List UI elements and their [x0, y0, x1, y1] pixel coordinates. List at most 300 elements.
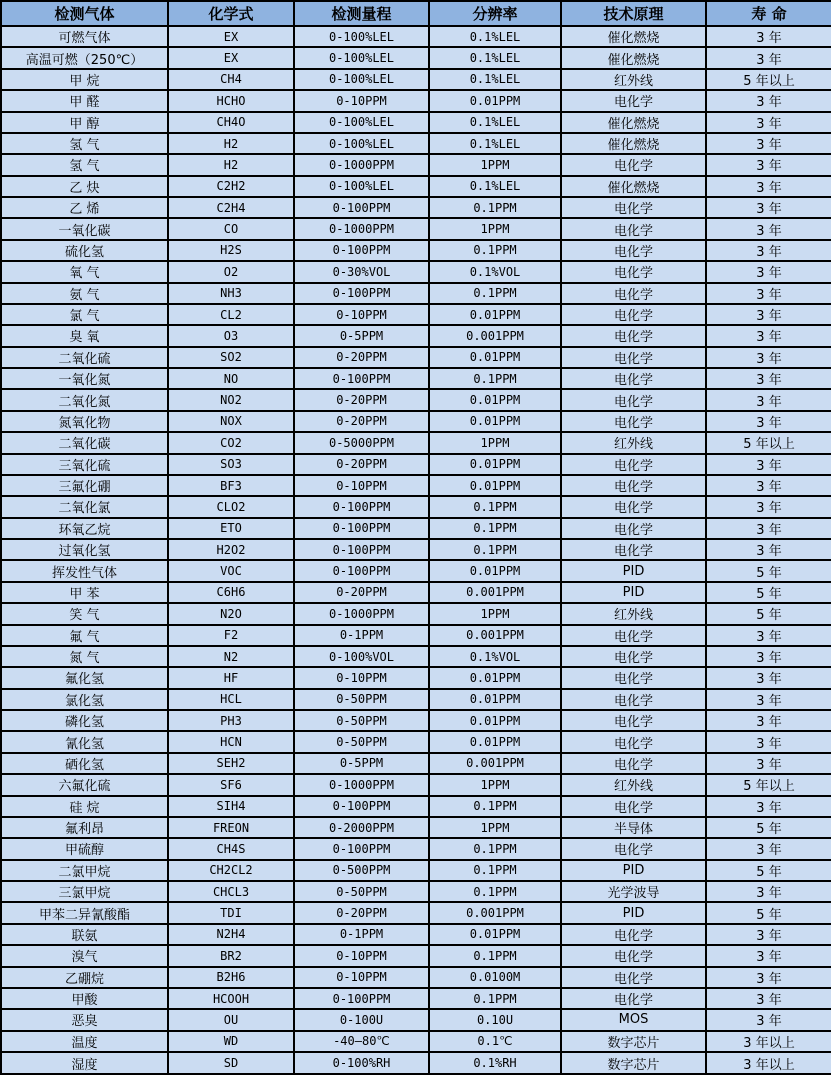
table-row [1, 710, 831, 731]
cell-gas-name: 氮 气 [1, 646, 168, 667]
cell-detection-range: 0-10PPM [294, 90, 429, 111]
cell-technology: 电化学 [561, 261, 706, 282]
cell-chemical-formula: N2O [168, 603, 294, 624]
cell-technology: 电化学 [561, 240, 706, 261]
cell-resolution: 0.001PPM [429, 625, 561, 646]
cell-chemical-formula: PH3 [168, 710, 294, 731]
cell-lifespan: 3 年 [706, 261, 831, 282]
cell-chemical-formula: FREON [168, 817, 294, 838]
table-row [1, 240, 831, 261]
cell-gas-name: 氟 气 [1, 625, 168, 646]
cell-technology: 红外线 [561, 603, 706, 624]
table-row [1, 475, 831, 496]
cell-technology: 电化学 [561, 518, 706, 539]
cell-chemical-formula: SF6 [168, 774, 294, 795]
cell-gas-name: 三氧化硫 [1, 454, 168, 475]
cell-gas-name: 乙硼烷 [1, 967, 168, 988]
cell-detection-range: 0-100%LEL [294, 26, 429, 47]
cell-detection-range: 0-5000PPM [294, 432, 429, 453]
cell-chemical-formula: CH4S [168, 838, 294, 859]
cell-gas-name: 磷化氢 [1, 710, 168, 731]
cell-lifespan: 3 年 [706, 325, 831, 346]
cell-gas-name: 高温可燃（250℃） [1, 47, 168, 68]
table-row [1, 924, 831, 945]
table-row [1, 796, 831, 817]
cell-gas-name: 二氧化氮 [1, 389, 168, 410]
cell-resolution: 0.1PPM [429, 945, 561, 966]
cell-technology: 电化学 [561, 625, 706, 646]
cell-resolution: 0.1PPM [429, 496, 561, 517]
cell-detection-range: 0-50PPM [294, 881, 429, 902]
cell-lifespan: 3 年 [706, 454, 831, 475]
cell-chemical-formula: ETO [168, 518, 294, 539]
table-row [1, 774, 831, 795]
cell-detection-range: 0-500PPM [294, 860, 429, 881]
cell-chemical-formula: CLO2 [168, 496, 294, 517]
cell-lifespan: 5 年 [706, 817, 831, 838]
cell-gas-name: 二氧化硫 [1, 347, 168, 368]
cell-lifespan: 3 年 [706, 838, 831, 859]
cell-technology: 电化学 [561, 924, 706, 945]
cell-lifespan: 3 年 [706, 731, 831, 752]
table-header [1, 1, 831, 26]
cell-chemical-formula: HCHO [168, 90, 294, 111]
table-row [1, 902, 831, 923]
cell-resolution: 0.01PPM [429, 710, 561, 731]
cell-technology: 电化学 [561, 496, 706, 517]
cell-detection-range: 0-10PPM [294, 475, 429, 496]
cell-chemical-formula: CL2 [168, 304, 294, 325]
table-row [1, 518, 831, 539]
cell-chemical-formula: SIH4 [168, 796, 294, 817]
cell-technology: 电化学 [561, 838, 706, 859]
cell-technology: 电化学 [561, 667, 706, 688]
cell-chemical-formula: NO [168, 368, 294, 389]
cell-technology: 半导体 [561, 817, 706, 838]
cell-detection-range: 0-100PPM [294, 240, 429, 261]
cell-chemical-formula: BF3 [168, 475, 294, 496]
cell-resolution: 0.01PPM [429, 389, 561, 410]
table-row [1, 154, 831, 175]
cell-resolution: 0.01PPM [429, 667, 561, 688]
cell-detection-range: 0-30%VOL [294, 261, 429, 282]
column-header-technology: 技术原理 [561, 1, 706, 26]
cell-gas-name: 过氧化氢 [1, 539, 168, 560]
cell-resolution: 1PPM [429, 432, 561, 453]
cell-lifespan: 3 年 [706, 283, 831, 304]
cell-technology: 电化学 [561, 90, 706, 111]
cell-detection-range: 0-100%LEL [294, 176, 429, 197]
cell-lifespan: 3 年 [706, 133, 831, 154]
cell-lifespan: 3 年 [706, 710, 831, 731]
cell-gas-name: 氧 气 [1, 261, 168, 282]
cell-technology: 电化学 [561, 753, 706, 774]
cell-lifespan: 3 年 [706, 218, 831, 239]
cell-chemical-formula: O2 [168, 261, 294, 282]
cell-chemical-formula: NOX [168, 411, 294, 432]
table-row [1, 112, 831, 133]
table-row [1, 325, 831, 346]
cell-technology: 电化学 [561, 731, 706, 752]
cell-chemical-formula: CH2CL2 [168, 860, 294, 881]
cell-chemical-formula: H2 [168, 133, 294, 154]
table-row [1, 689, 831, 710]
cell-lifespan: 3 年 [706, 197, 831, 218]
cell-resolution: 0.01PPM [429, 347, 561, 368]
cell-technology: 电化学 [561, 646, 706, 667]
cell-gas-name: 氟利昂 [1, 817, 168, 838]
cell-technology: 电化学 [561, 454, 706, 475]
cell-lifespan: 3 年 [706, 90, 831, 111]
cell-resolution: 0.1PPM [429, 796, 561, 817]
cell-chemical-formula: WD [168, 1031, 294, 1052]
cell-lifespan: 3 年 [706, 881, 831, 902]
cell-technology: 电化学 [561, 475, 706, 496]
cell-detection-range: 0-10PPM [294, 304, 429, 325]
cell-detection-range: 0-1PPM [294, 924, 429, 945]
cell-detection-range: 0-100%LEL [294, 133, 429, 154]
cell-detection-range: 0-100PPM [294, 796, 429, 817]
cell-gas-name: 氢 气 [1, 133, 168, 154]
cell-resolution: 0.001PPM [429, 902, 561, 923]
cell-resolution: 0.01PPM [429, 304, 561, 325]
cell-lifespan: 3 年 [706, 539, 831, 560]
cell-gas-name: 氯 气 [1, 304, 168, 325]
table-row [1, 817, 831, 838]
cell-chemical-formula: SO3 [168, 454, 294, 475]
cell-lifespan: 3 年以上 [706, 1052, 831, 1074]
cell-technology: 电化学 [561, 389, 706, 410]
cell-chemical-formula: HF [168, 667, 294, 688]
cell-detection-range: 0-5PPM [294, 325, 429, 346]
cell-lifespan: 3 年 [706, 47, 831, 68]
cell-chemical-formula: F2 [168, 625, 294, 646]
cell-chemical-formula: CO [168, 218, 294, 239]
cell-detection-range: 0-100PPM [294, 283, 429, 304]
cell-chemical-formula: H2S [168, 240, 294, 261]
cell-gas-name: 氨 气 [1, 283, 168, 304]
cell-gas-name: 甲 烷 [1, 69, 168, 90]
table-row [1, 731, 831, 752]
column-header-chemical-formula: 化学式 [168, 1, 294, 26]
cell-resolution: 0.01PPM [429, 731, 561, 752]
cell-gas-name: 溴气 [1, 945, 168, 966]
table-row [1, 539, 831, 560]
cell-technology: 电化学 [561, 988, 706, 1009]
cell-gas-name: 硒化氢 [1, 753, 168, 774]
table-row [1, 560, 831, 581]
cell-chemical-formula: NH3 [168, 283, 294, 304]
cell-chemical-formula: HCL [168, 689, 294, 710]
cell-detection-range: 0-20PPM [294, 411, 429, 432]
cell-gas-name: 乙 炔 [1, 176, 168, 197]
cell-resolution: 0.1PPM [429, 283, 561, 304]
cell-technology: PID [561, 560, 706, 581]
cell-resolution: 0.1%LEL [429, 47, 561, 68]
table-row [1, 90, 831, 111]
cell-lifespan: 3 年 [706, 112, 831, 133]
cell-lifespan: 3 年 [706, 945, 831, 966]
table-row [1, 304, 831, 325]
cell-lifespan: 3 年 [706, 411, 831, 432]
cell-resolution: 0.1PPM [429, 240, 561, 261]
cell-lifespan: 3 年 [706, 496, 831, 517]
cell-technology: PID [561, 860, 706, 881]
cell-detection-range: 0-1000PPM [294, 774, 429, 795]
cell-gas-name: 甲 醇 [1, 112, 168, 133]
cell-resolution: 0.01PPM [429, 90, 561, 111]
cell-resolution: 0.01PPM [429, 560, 561, 581]
cell-lifespan: 3 年 [706, 967, 831, 988]
cell-detection-range: 0-100%LEL [294, 69, 429, 90]
cell-chemical-formula: CHCL3 [168, 881, 294, 902]
cell-resolution: 0.1%VOL [429, 261, 561, 282]
cell-detection-range: 0-50PPM [294, 731, 429, 752]
cell-gas-name: 联氨 [1, 924, 168, 945]
table-row [1, 389, 831, 410]
table-row [1, 218, 831, 239]
cell-gas-name: 硅 烷 [1, 796, 168, 817]
cell-detection-range: 0-10PPM [294, 667, 429, 688]
cell-resolution: 0.001PPM [429, 753, 561, 774]
cell-detection-range: 0-100%VOL [294, 646, 429, 667]
cell-gas-name: 恶臭 [1, 1009, 168, 1030]
cell-technology: 催化燃烧 [561, 133, 706, 154]
cell-detection-range: 0-1000PPM [294, 603, 429, 624]
table-row [1, 1009, 831, 1030]
cell-lifespan: 3 年 [706, 475, 831, 496]
cell-detection-range: 0-100PPM [294, 539, 429, 560]
table-row [1, 582, 831, 603]
cell-technology: 电化学 [561, 796, 706, 817]
cell-technology: 电化学 [561, 304, 706, 325]
cell-lifespan: 3 年 [706, 625, 831, 646]
cell-chemical-formula: CO2 [168, 432, 294, 453]
cell-detection-range: 0-20PPM [294, 347, 429, 368]
cell-technology: 电化学 [561, 154, 706, 175]
cell-gas-name: 湿度 [1, 1052, 168, 1074]
cell-resolution: 0.1%LEL [429, 26, 561, 47]
cell-resolution: 0.001PPM [429, 582, 561, 603]
cell-technology: 电化学 [561, 283, 706, 304]
cell-chemical-formula: O3 [168, 325, 294, 346]
table-row [1, 646, 831, 667]
cell-resolution: 0.1PPM [429, 838, 561, 859]
table-row [1, 881, 831, 902]
cell-detection-range: -40—80℃ [294, 1031, 429, 1052]
cell-lifespan: 3 年 [706, 924, 831, 945]
cell-gas-name: 三氟化硼 [1, 475, 168, 496]
cell-technology: 电化学 [561, 325, 706, 346]
cell-resolution: 1PPM [429, 154, 561, 175]
table-row [1, 860, 831, 881]
cell-technology: 电化学 [561, 218, 706, 239]
cell-detection-range: 0-100PPM [294, 518, 429, 539]
cell-detection-range: 0-100%LEL [294, 47, 429, 68]
cell-technology: 红外线 [561, 774, 706, 795]
cell-resolution: 0.1PPM [429, 881, 561, 902]
cell-resolution: 0.1PPM [429, 988, 561, 1009]
cell-gas-name: 甲酸 [1, 988, 168, 1009]
cell-resolution: 0.1PPM [429, 860, 561, 881]
cell-detection-range: 0-1000PPM [294, 154, 429, 175]
cell-lifespan: 5 年以上 [706, 432, 831, 453]
cell-detection-range: 0-100%LEL [294, 112, 429, 133]
cell-chemical-formula: C2H2 [168, 176, 294, 197]
cell-detection-range: 0-20PPM [294, 902, 429, 923]
table-row [1, 945, 831, 966]
cell-technology: 电化学 [561, 411, 706, 432]
cell-lifespan: 3 年 [706, 304, 831, 325]
cell-lifespan: 3 年 [706, 518, 831, 539]
cell-resolution: 0.1%LEL [429, 176, 561, 197]
cell-technology: 数字芯片 [561, 1052, 706, 1074]
cell-technology: 红外线 [561, 69, 706, 90]
cell-gas-name: 二氧化氯 [1, 496, 168, 517]
table-row [1, 283, 831, 304]
cell-technology: 电化学 [561, 710, 706, 731]
cell-gas-name: 硫化氢 [1, 240, 168, 261]
cell-resolution: 1PPM [429, 218, 561, 239]
cell-chemical-formula: VOC [168, 560, 294, 581]
cell-detection-range: 0-20PPM [294, 582, 429, 603]
cell-detection-range: 0-100PPM [294, 496, 429, 517]
cell-detection-range: 0-1PPM [294, 625, 429, 646]
cell-lifespan: 3 年 [706, 240, 831, 261]
cell-chemical-formula: EX [168, 26, 294, 47]
table-row [1, 967, 831, 988]
table-row [1, 667, 831, 688]
cell-lifespan: 5 年以上 [706, 774, 831, 795]
cell-gas-name: 臭 氧 [1, 325, 168, 346]
cell-detection-range: 0-10PPM [294, 945, 429, 966]
cell-lifespan: 3 年 [706, 26, 831, 47]
cell-resolution: 0.1%LEL [429, 112, 561, 133]
cell-resolution: 0.1PPM [429, 539, 561, 560]
cell-lifespan: 3 年 [706, 368, 831, 389]
cell-technology: 催化燃烧 [561, 26, 706, 47]
cell-chemical-formula: N2 [168, 646, 294, 667]
cell-detection-range: 0-20PPM [294, 454, 429, 475]
cell-gas-name: 一氧化碳 [1, 218, 168, 239]
cell-detection-range: 0-100PPM [294, 560, 429, 581]
cell-detection-range: 0-2000PPM [294, 817, 429, 838]
cell-resolution: 0.1%VOL [429, 646, 561, 667]
cell-detection-range: 0-100PPM [294, 838, 429, 859]
table-row [1, 625, 831, 646]
cell-technology: PID [561, 902, 706, 923]
cell-lifespan: 3 年 [706, 689, 831, 710]
cell-resolution: 0.1%LEL [429, 133, 561, 154]
cell-resolution: 0.1PPM [429, 197, 561, 218]
cell-technology: MOS [561, 1009, 706, 1030]
cell-chemical-formula: C6H6 [168, 582, 294, 603]
cell-resolution: 0.0100M [429, 967, 561, 988]
table-row [1, 347, 831, 368]
cell-gas-name: 三氯甲烷 [1, 881, 168, 902]
cell-resolution: 1PPM [429, 817, 561, 838]
cell-resolution: 0.1PPM [429, 368, 561, 389]
cell-gas-name: 氰化氢 [1, 731, 168, 752]
cell-lifespan: 3 年 [706, 347, 831, 368]
cell-chemical-formula: CH4O [168, 112, 294, 133]
cell-chemical-formula: C2H4 [168, 197, 294, 218]
cell-gas-name: 笑 气 [1, 603, 168, 624]
cell-technology: 电化学 [561, 539, 706, 560]
cell-lifespan: 5 年 [706, 603, 831, 624]
cell-lifespan: 3 年 [706, 667, 831, 688]
column-header-resolution: 分辨率 [429, 1, 561, 26]
cell-chemical-formula: HCOOH [168, 988, 294, 1009]
cell-chemical-formula: SD [168, 1052, 294, 1074]
cell-lifespan: 3 年 [706, 389, 831, 410]
cell-gas-name: 甲 醛 [1, 90, 168, 111]
cell-gas-name: 温度 [1, 1031, 168, 1052]
cell-lifespan: 3 年 [706, 753, 831, 774]
table-row [1, 753, 831, 774]
cell-resolution: 0.1%RH [429, 1052, 561, 1074]
cell-detection-range: 0-100%RH [294, 1052, 429, 1074]
table-body [1, 26, 831, 1074]
table-row [1, 603, 831, 624]
table-row [1, 838, 831, 859]
cell-technology: 催化燃烧 [561, 176, 706, 197]
cell-detection-range: 0-50PPM [294, 710, 429, 731]
cell-gas-name: 氟化氢 [1, 667, 168, 688]
cell-lifespan: 5 年 [706, 582, 831, 603]
cell-gas-name: 一氧化氮 [1, 368, 168, 389]
cell-lifespan: 5 年 [706, 560, 831, 581]
cell-resolution: 0.1PPM [429, 518, 561, 539]
cell-gas-name: 环氧乙烷 [1, 518, 168, 539]
column-header-gas-name: 检测气体 [1, 1, 168, 26]
table-row [1, 47, 831, 68]
cell-chemical-formula: HCN [168, 731, 294, 752]
cell-lifespan: 5 年以上 [706, 69, 831, 90]
cell-resolution: 0.1%LEL [429, 69, 561, 90]
cell-chemical-formula: H2 [168, 154, 294, 175]
cell-resolution: 0.01PPM [429, 689, 561, 710]
cell-gas-name: 二氧化碳 [1, 432, 168, 453]
cell-technology: 光学波导 [561, 881, 706, 902]
column-header-lifespan: 寿 命 [706, 1, 831, 26]
cell-gas-name: 乙 烯 [1, 197, 168, 218]
cell-resolution: 1PPM [429, 774, 561, 795]
cell-gas-name: 氮氧化物 [1, 411, 168, 432]
cell-technology: 电化学 [561, 967, 706, 988]
cell-gas-name: 挥发性气体 [1, 560, 168, 581]
cell-technology: 催化燃烧 [561, 47, 706, 68]
table-row [1, 176, 831, 197]
cell-gas-name: 甲 苯 [1, 582, 168, 603]
cell-detection-range: 0-100U [294, 1009, 429, 1030]
cell-resolution: 0.01PPM [429, 924, 561, 945]
table-row [1, 197, 831, 218]
cell-chemical-formula: N2H4 [168, 924, 294, 945]
cell-resolution: 0.01PPM [429, 411, 561, 432]
cell-lifespan: 3 年 [706, 988, 831, 1009]
cell-resolution: 0.001PPM [429, 325, 561, 346]
cell-resolution: 0.1℃ [429, 1031, 561, 1052]
cell-detection-range: 0-5PPM [294, 753, 429, 774]
table-row [1, 69, 831, 90]
cell-chemical-formula: SO2 [168, 347, 294, 368]
cell-chemical-formula: CH4 [168, 69, 294, 90]
cell-lifespan: 5 年 [706, 902, 831, 923]
cell-resolution: 0.01PPM [429, 454, 561, 475]
cell-technology: 电化学 [561, 347, 706, 368]
cell-chemical-formula: BR2 [168, 945, 294, 966]
